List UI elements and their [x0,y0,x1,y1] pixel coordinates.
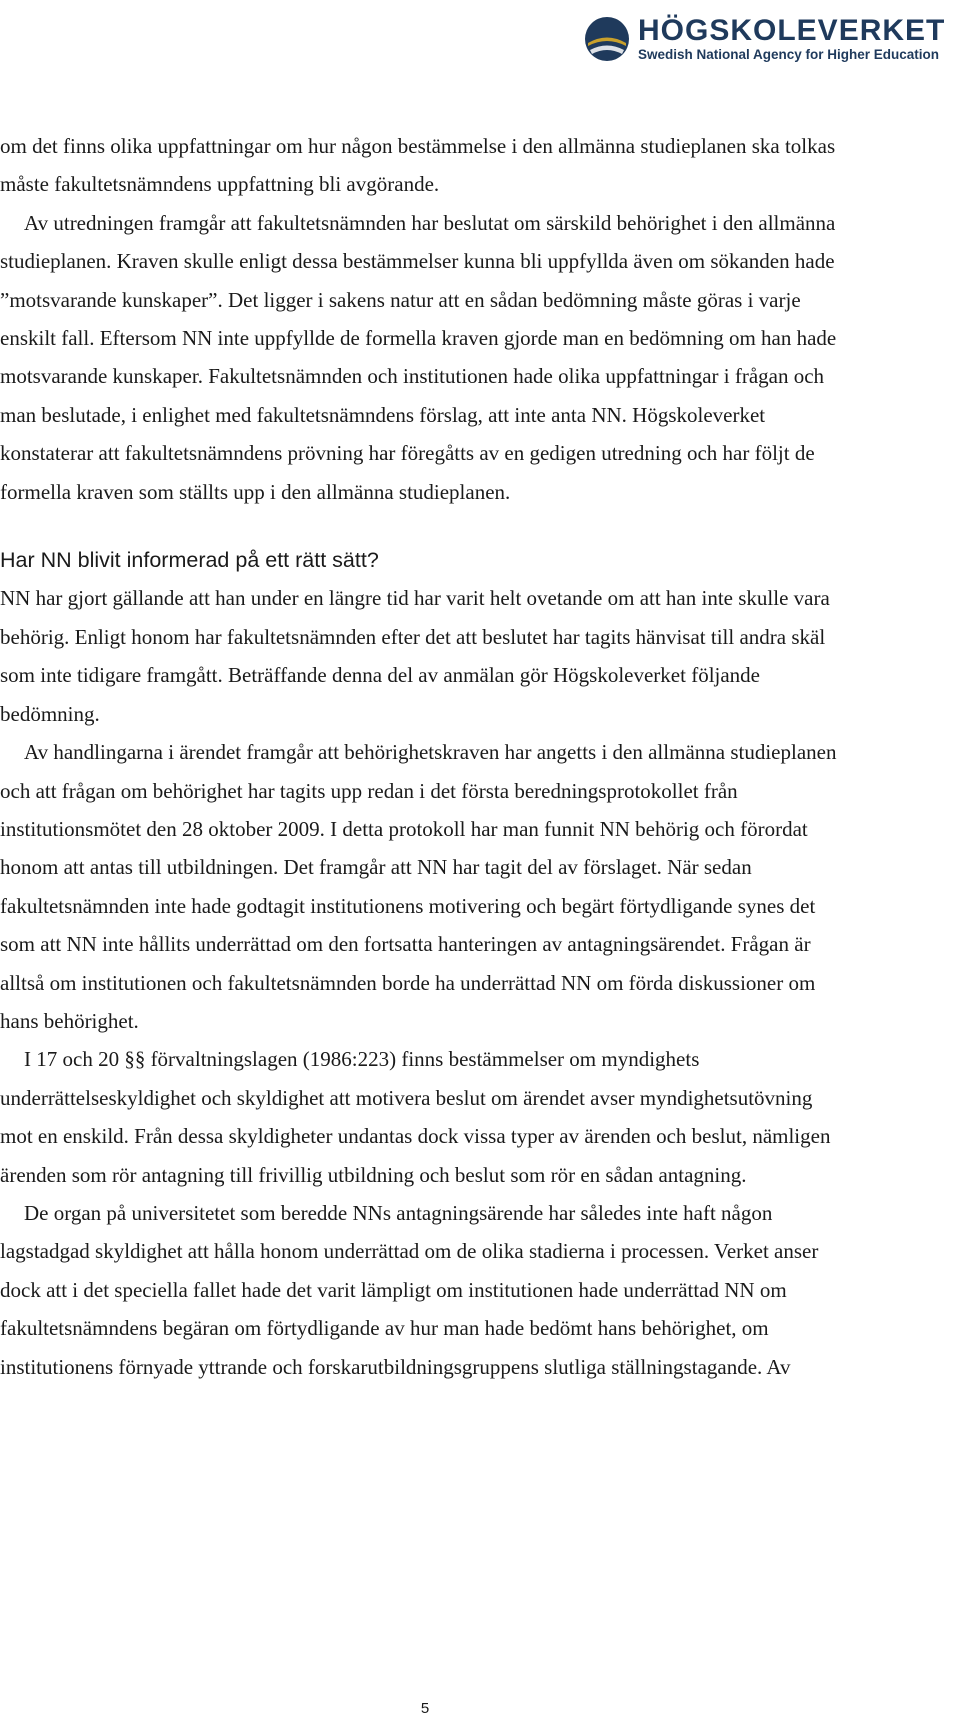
document-body [0,127,850,1386]
paragraph: Av handlingarna i ärendet framgår att behörighetskraven har angetts i den allmänna studieplanen och att frågan om behörighet har tagits upp redan i det första beredningsprotokollet från institutionsmötet den 28 oktober 2009. I detta protokoll har man funnit NN behörig och förordat honom att antas till utbildningen. Det framgår att NN har tagit del av förslaget. När sedan fakultetsnämnden inte hade godtagit institutionens motivering och begärt förtydligande synes det som att NN inte hållits underrättad om den fortsatta hanteringen av antagningsärendet. Frågan är alltså om institutionen och fakultetsnämnden borde ha underrättad NN om förda diskussioner om hans behörighet. [0,740,837,1033]
page-number: 5 [420,1700,430,1717]
paragraph: Av utredningen framgår att fakultetsnämnden har beslutat om särskild behörighet i den allmänna studieplanen. Kraven skulle enligt dessa bestämmelser kunna bli uppfyllda även om sökanden hade ”motsvarande kunskaper”. Det ligger i sakens natur att en sådan bedömning måste göras i varje enskilt fall. Eftersom NN inte uppfyllde de formella kraven gjorde man en bedömning om han hade motsvarande kunskaper. Fakultetsnämnden och institutionen hade olika uppfattningar i frågan och man beslutade, i enlighet med fakultetsnämndens förslag, att inte anta NN. Högskoleverket konstaterar att fakultetsnämndens prövning har föregåtts av en gedigen utredning och har följt de formella kraven som ställts upp i den allmänna studieplanen. [0,210,837,504]
paragraph: om det finns olika uppfattningar om hur någon bestämmelse i den allmänna studieplanen ska tolkas måste fakultetsnämndens uppfattning bli avgörande. [0,134,836,197]
paragraph: NN har gjort gällande att han under en längre tid har varit helt ovetande om att han inte skulle vara behörig. Enligt honom har fakultetsnämnden efter det att beslutet har tagits hänvisat till andra skäl som inte tidigare framgått. Beträffande denna del av anmälan gör Högskoleverket följande bedömning. [0,586,830,726]
paragraph: De organ på universitetet som beredde NNs antagningsärende har således inte haft någon lagstadgad skyldighet att hålla honom underrättad om de olika stadierna i processen. Verket anser dock att i det speciella fallet hade det varit lämpligt om institutionen hade underrättad NN om fakultetsnämndens begäran om förtydligande av hur man hade bedömt hans behörighet, om institutionens förnyade yttrande och forskarutbildningsgruppens slutliga ställningstagande. Av [0,1200,819,1379]
logo-title: HÖGSKOLEVERKET [638,14,946,47]
section-heading: Har NN blivit informerad på ett rätt sätt? [0,548,379,573]
paragraph: I 17 och 20 §§ förvaltningslagen (1986:223) finns bestämmelser om myndighets underrättelseskyldighet och skyldighet att motivera beslut om ärendet avser myndighetsutövning mot en enskild. Från dessa skyldigheter undantas dock vissa typer av ärenden och beslut, nämligen ärenden som rör antagning till frivillig utbildning och beslut som rör en sådan antagning. [0,1047,831,1187]
agency-emblem-icon [584,10,630,68]
logo-subtitle: Swedish National Agency for Higher Education [638,47,940,62]
header-logo [584,8,954,70]
